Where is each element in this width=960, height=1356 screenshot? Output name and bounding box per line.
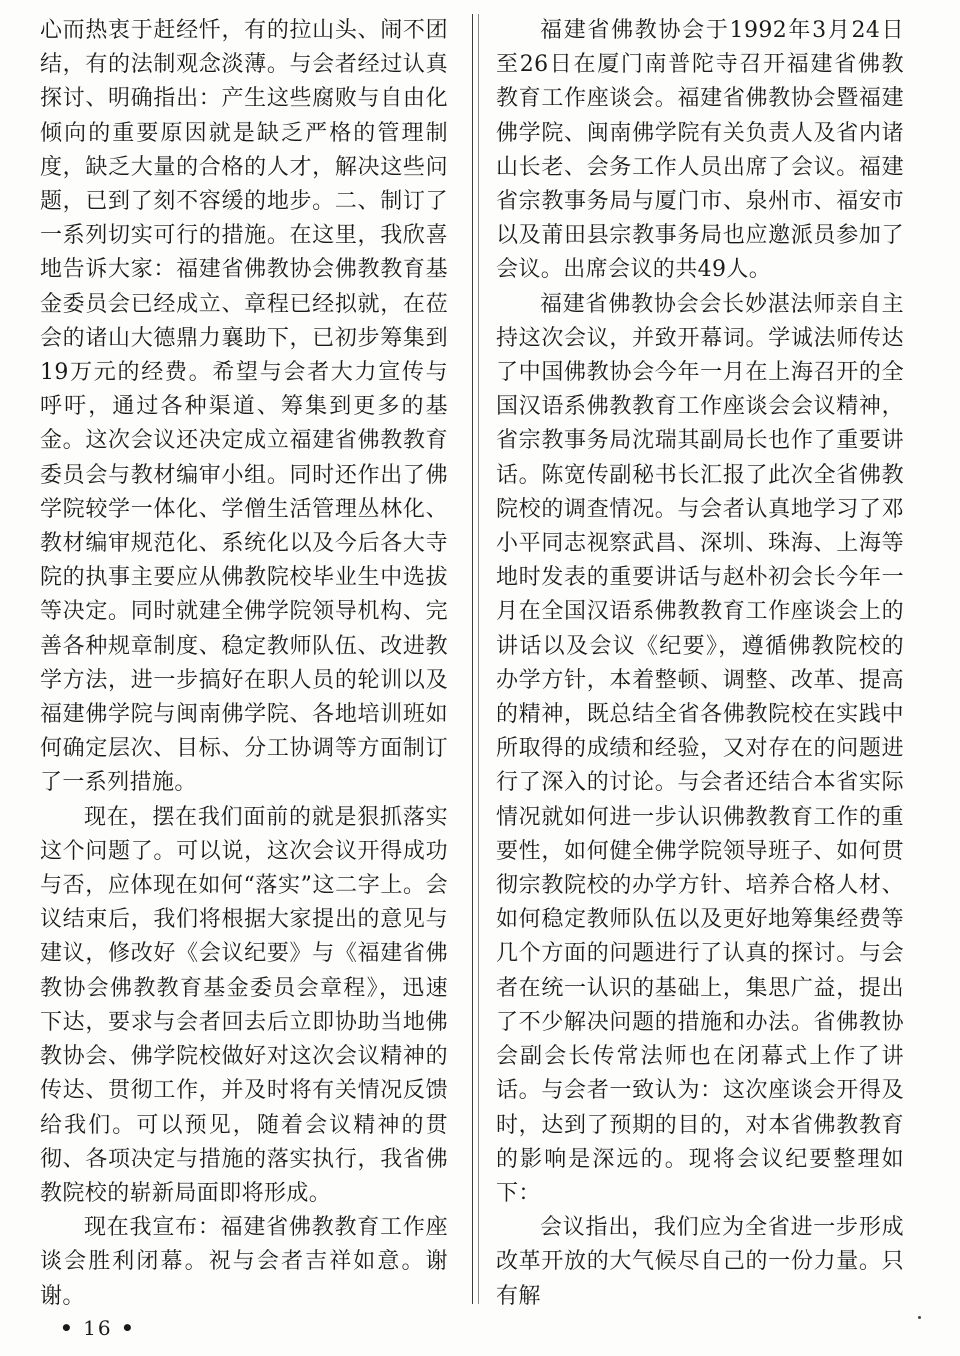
folio-dot-right: • — [120, 1316, 136, 1340]
page-number: 16 — [83, 1316, 113, 1340]
left-column — [40, 14, 448, 1314]
left-paragraph-2: 现在，摆在我们面前的就是狠抓落实这个问题了。可以说，这次会议开得成功与否，应体现在如何“落实”这二字上。会议结束后，我们将根据大家提出的意见与建议，修改好《会议纪要》与《福建省佛教协会佛教教育基金委员会章程》，迅速下达，要求与会者回去后立即协助当地佛教协会、佛学院校做好对这次会议精神的传达、贯彻工作，并及时将有关情况反馈给我们。可以预见，随着会议精神的贯彻、各项决定与措施的落实执行，我省佛教院校的崭新局面即将形成。 — [40, 804, 448, 1206]
scan-speck — [918, 1316, 921, 1319]
left-paragraph-1: 心而热衷于赶经忏，有的拉山头、闹不团结，有的法制观念淡薄。与会者经过认真探讨、明确指出：产生这些腐败与自由化倾向的重要原因就是缺乏严格的管理制度，缺乏大量的合格的人才，解决这些问题，已到了刻不容缓的地步。二、制订了一系列切实可行的措施。在这里，我欣喜地告诉大家：福建省佛教协会佛教教育基金委员会已经成立、章程已经拟就，在莅会的诸山大德鼎力襄助下，已初步筹集到19万元的经费。希望与会者大力宣传与呼吁，通过各种渠道、筹集到更多的基金。这次会议还决定成立福建省佛教教育委员会与教材编审小组。同时还作出了佛学院较学一体化、学僧生活管理丛林化、教材编审规范化、系统化以及今后各大寺院的执事主要应从佛教院校毕业生中选拔等决定。同时就建全佛学院领导机构、完善各种规章制度、稳定教师队伍、改进教学方法，进一步搞好在职人员的轮训以及福建佛学院与闽南佛学院、各地培训班如何确定层次、目标、分工协调等方面制订了一系列措施。 — [40, 18, 448, 796]
page-number-footer — [60, 1316, 136, 1340]
right-paragraph-1: 福建省佛教协会于1992年3月24日至26日在厦门南普陀寺召开福建省佛教教育工作座谈会。福建省佛教协会暨福建佛学院、闽南佛学院有关负责人及省内诸山长老、会务工作人员出席了会议。福建省宗教事务局与厦门市、泉州市、福安市以及莆田县宗教事务局也应邀派员参加了会议。出席会议的共49人。 — [496, 18, 904, 283]
left-paragraph-3: 现在我宣布：福建省佛教教育工作座谈会胜利闭幕。祝与会者吉祥如意。谢谢。 — [40, 1215, 448, 1309]
folio-dot-left: • — [60, 1316, 75, 1340]
right-column — [496, 14, 904, 1314]
right-paragraph-3: 会议指出，我们应为全省进一步形成改革开放的大气候尽自己的一份力量。只有解 — [496, 1215, 904, 1309]
column-divider — [472, 14, 473, 1304]
right-paragraph-2: 福建省佛教协会会长妙湛法师亲自主持这次会议，并致开幕词。学诚法师传达了中国佛教协会今年一月在上海召开的全国汉语系佛教教育工作座谈会会议精神，省宗教事务局沈瑞其副局长也作了重要讲话。陈宽传副秘书长汇报了此次全省佛教院校的调查情况。与会者认真地学习了邓小平同志视察武昌、深圳、珠海、上海等地时发表的重要讲话与赵朴初会长今年一月在全国汉语系佛教教育工作座谈会上的讲话以及会议《纪要》，遵循佛教院校的办学方针，本着整顿、调整、改革、提高的精神，既总结全省各佛教院校在实践中所取得的成绩和经验，又对存在的问题进行了深入的讨论。与会者还结合本省实际情况就如何进一步认识佛教教育工作的重要性，如何健全佛学院领导班子、如何贯彻宗教院校的办学方针、培养合格人材、如何稳定教师队伍以及更好地筹集经费等几个方面的问题进行了认真的探讨。与会者在统一认识的基础上，集思广益，提出了不少解决问题的措施和办法。省佛教协会副会长传常法师也在闭幕式上作了讲话。与会者一致认为：这次座谈会开得及时，达到了预期的目的，对本省佛教教育的影响是深远的。现将会议纪要整理如下： — [496, 291, 904, 1206]
